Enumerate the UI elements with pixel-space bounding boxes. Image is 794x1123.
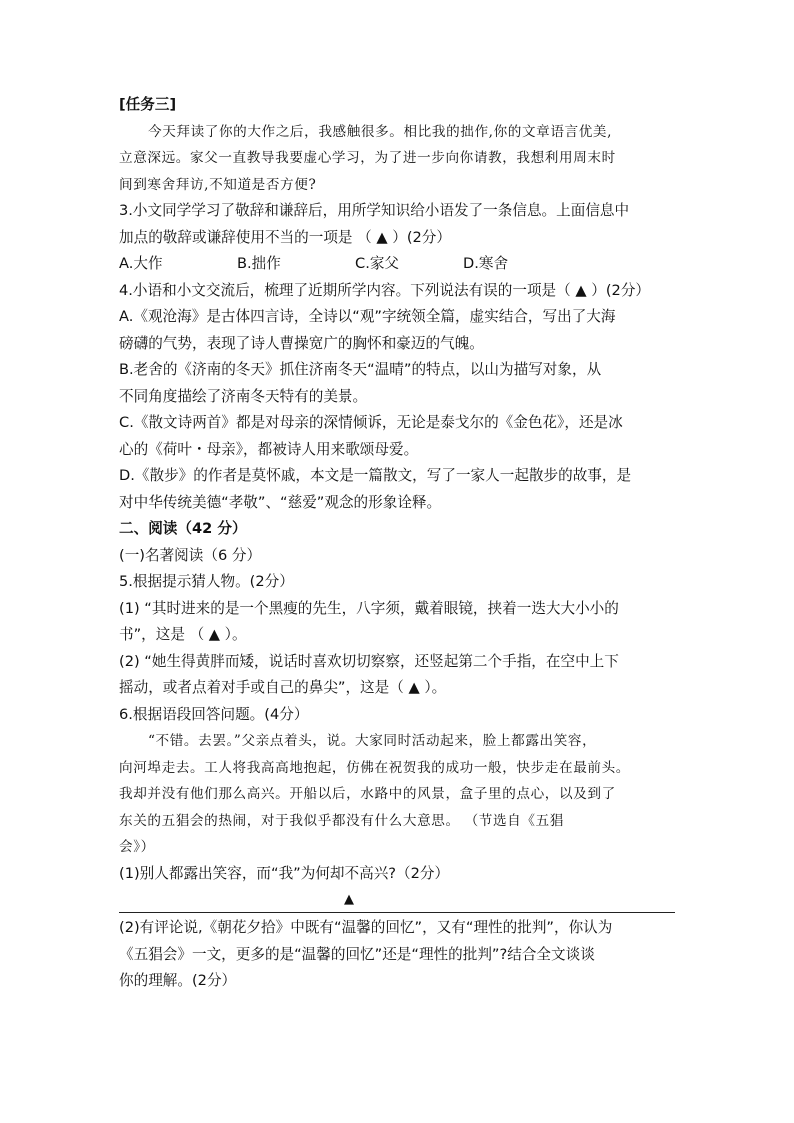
task-heading: [任务三] (119, 96, 177, 113)
option-d: D.寒舍 (463, 255, 509, 272)
option-line: B.老舍的《济南的冬天》抓住济南冬天“温晴”的特点，以山为描写对象，从 (119, 361, 602, 378)
option-line: 磅礴的气势，表现了诗人曹操宽广的胸怀和豪迈的气魄。 (119, 334, 484, 352)
question-line: 书”，这是 （ ▲ ）。 (119, 626, 247, 643)
sub-question: 你的理解。(2分） (119, 972, 237, 989)
question-3 (119, 198, 675, 278)
question-stem: 4.小语和小文交流后，梳理了近期所学内容。下列说法有误的一项是（ ▲ ）(2分） (119, 281, 651, 299)
excerpt-line: 会》） (119, 839, 155, 855)
sub-question: 《五猖会》一文，更多的是“温馨的回忆”还是“理性的批判”?结合全文谈谈 (119, 945, 595, 963)
letter-line: 间到寒舍拜访,不知道是否方便? (119, 176, 317, 193)
answer-rule (119, 912, 675, 913)
option-c: C.家父 (355, 255, 400, 272)
question-line: (1) “其时进来的是一个黑瘦的先生，八字须，戴着眼镜，挟着一迭大大小小的 (119, 599, 619, 617)
question-line: (2) “她生得黄胖而矮，说话时喜欢切切察察，还竖起第二个手指，在空中上下 (119, 652, 619, 670)
question-stem: 加点的敬辞或谦辞使用不当的一项是 （ ▲ ）(2分） (119, 228, 451, 246)
question-stem: 3.小文同学学习了敬辞和谦辞后，用所学知识给小语发了一条信息。上面信息中 (119, 202, 630, 219)
sub-question: (1)别人都露出笑容，而“我”为何却不高兴?（2分） (119, 864, 450, 882)
excerpt-line: 我却并没有他们那么高兴。开船以后，水路中的风景，盒子里的点心，以及到了 (119, 786, 616, 802)
option-line: 不同角度描绘了济南冬天特有的美景。 (119, 387, 368, 405)
excerpt-passage (119, 728, 675, 861)
sub-question: (2)有评论说,《朝花夕拾》中既有“温馨的回忆”，又有“理性的批判”，你认为 (119, 919, 613, 936)
excerpt-line: “不错。去罢。”父亲点着头，说。大家同时活动起来，脸上都露出笑容， (148, 733, 597, 749)
question-4 (119, 278, 675, 517)
option-line: D.《散步》的作者是莫怀戚，本文是一篇散文，写了一家人一起散步的故事，是 (119, 467, 632, 484)
option-a: A.大作 (119, 255, 163, 272)
question-6 (119, 702, 675, 995)
question-stem: 6.根据语段回答问题。(4分） (119, 705, 309, 723)
subsection-title: (一)名著阅读（6 分） (119, 546, 262, 564)
option-line: A.《观沧海》是古体四言诗，全诗以“观”字统领全篇，虚实结合，写出了大海 (119, 308, 616, 325)
option-line: 对中华传统美德“孝敬”、“慈爱”观念的形象诠释。 (119, 493, 442, 511)
option-line: 心的《荷叶・母亲》，都被诗人用来歌颂母爱。 (119, 440, 419, 458)
option-b: B.拙作 (237, 255, 281, 272)
exam-page (119, 92, 675, 995)
excerpt-line: 东关的五猖会的热闹，对于我似乎都没有什么大意思。 （节选自《五猖 (119, 812, 564, 829)
option-line: C.《散文诗两首》都是对母亲的深情倾诉，无论是泰戈尔的《金色花》，还是冰 (119, 414, 623, 431)
question-stem: 5.根据提示猜人物。(2分） (119, 573, 294, 590)
option-row (119, 251, 675, 278)
question-5 (119, 569, 675, 702)
letter-line: 立意深远。家父一直教导我要虚心学习，为了进一步向你请教，我想利用周末时 (119, 150, 616, 166)
answer-mark: ▲ (344, 892, 354, 907)
letter-passage (119, 119, 675, 199)
section-title: 二、阅读（42 分） (119, 520, 247, 537)
letter-line: 今天拜读了你的大作之后，我感触很多。相比我的拙作,你的文章语言优美, (148, 123, 613, 140)
question-line: 摇动，或者点着对手或自己的鼻尖”，这是（ ▲ ）。 (119, 679, 447, 696)
excerpt-line: 向河埠走去。工人将我高高地抱起，仿佛在祝贺我的成功一般，快步走在最前头。 (119, 759, 630, 776)
answer-line[interactable] (119, 887, 675, 913)
